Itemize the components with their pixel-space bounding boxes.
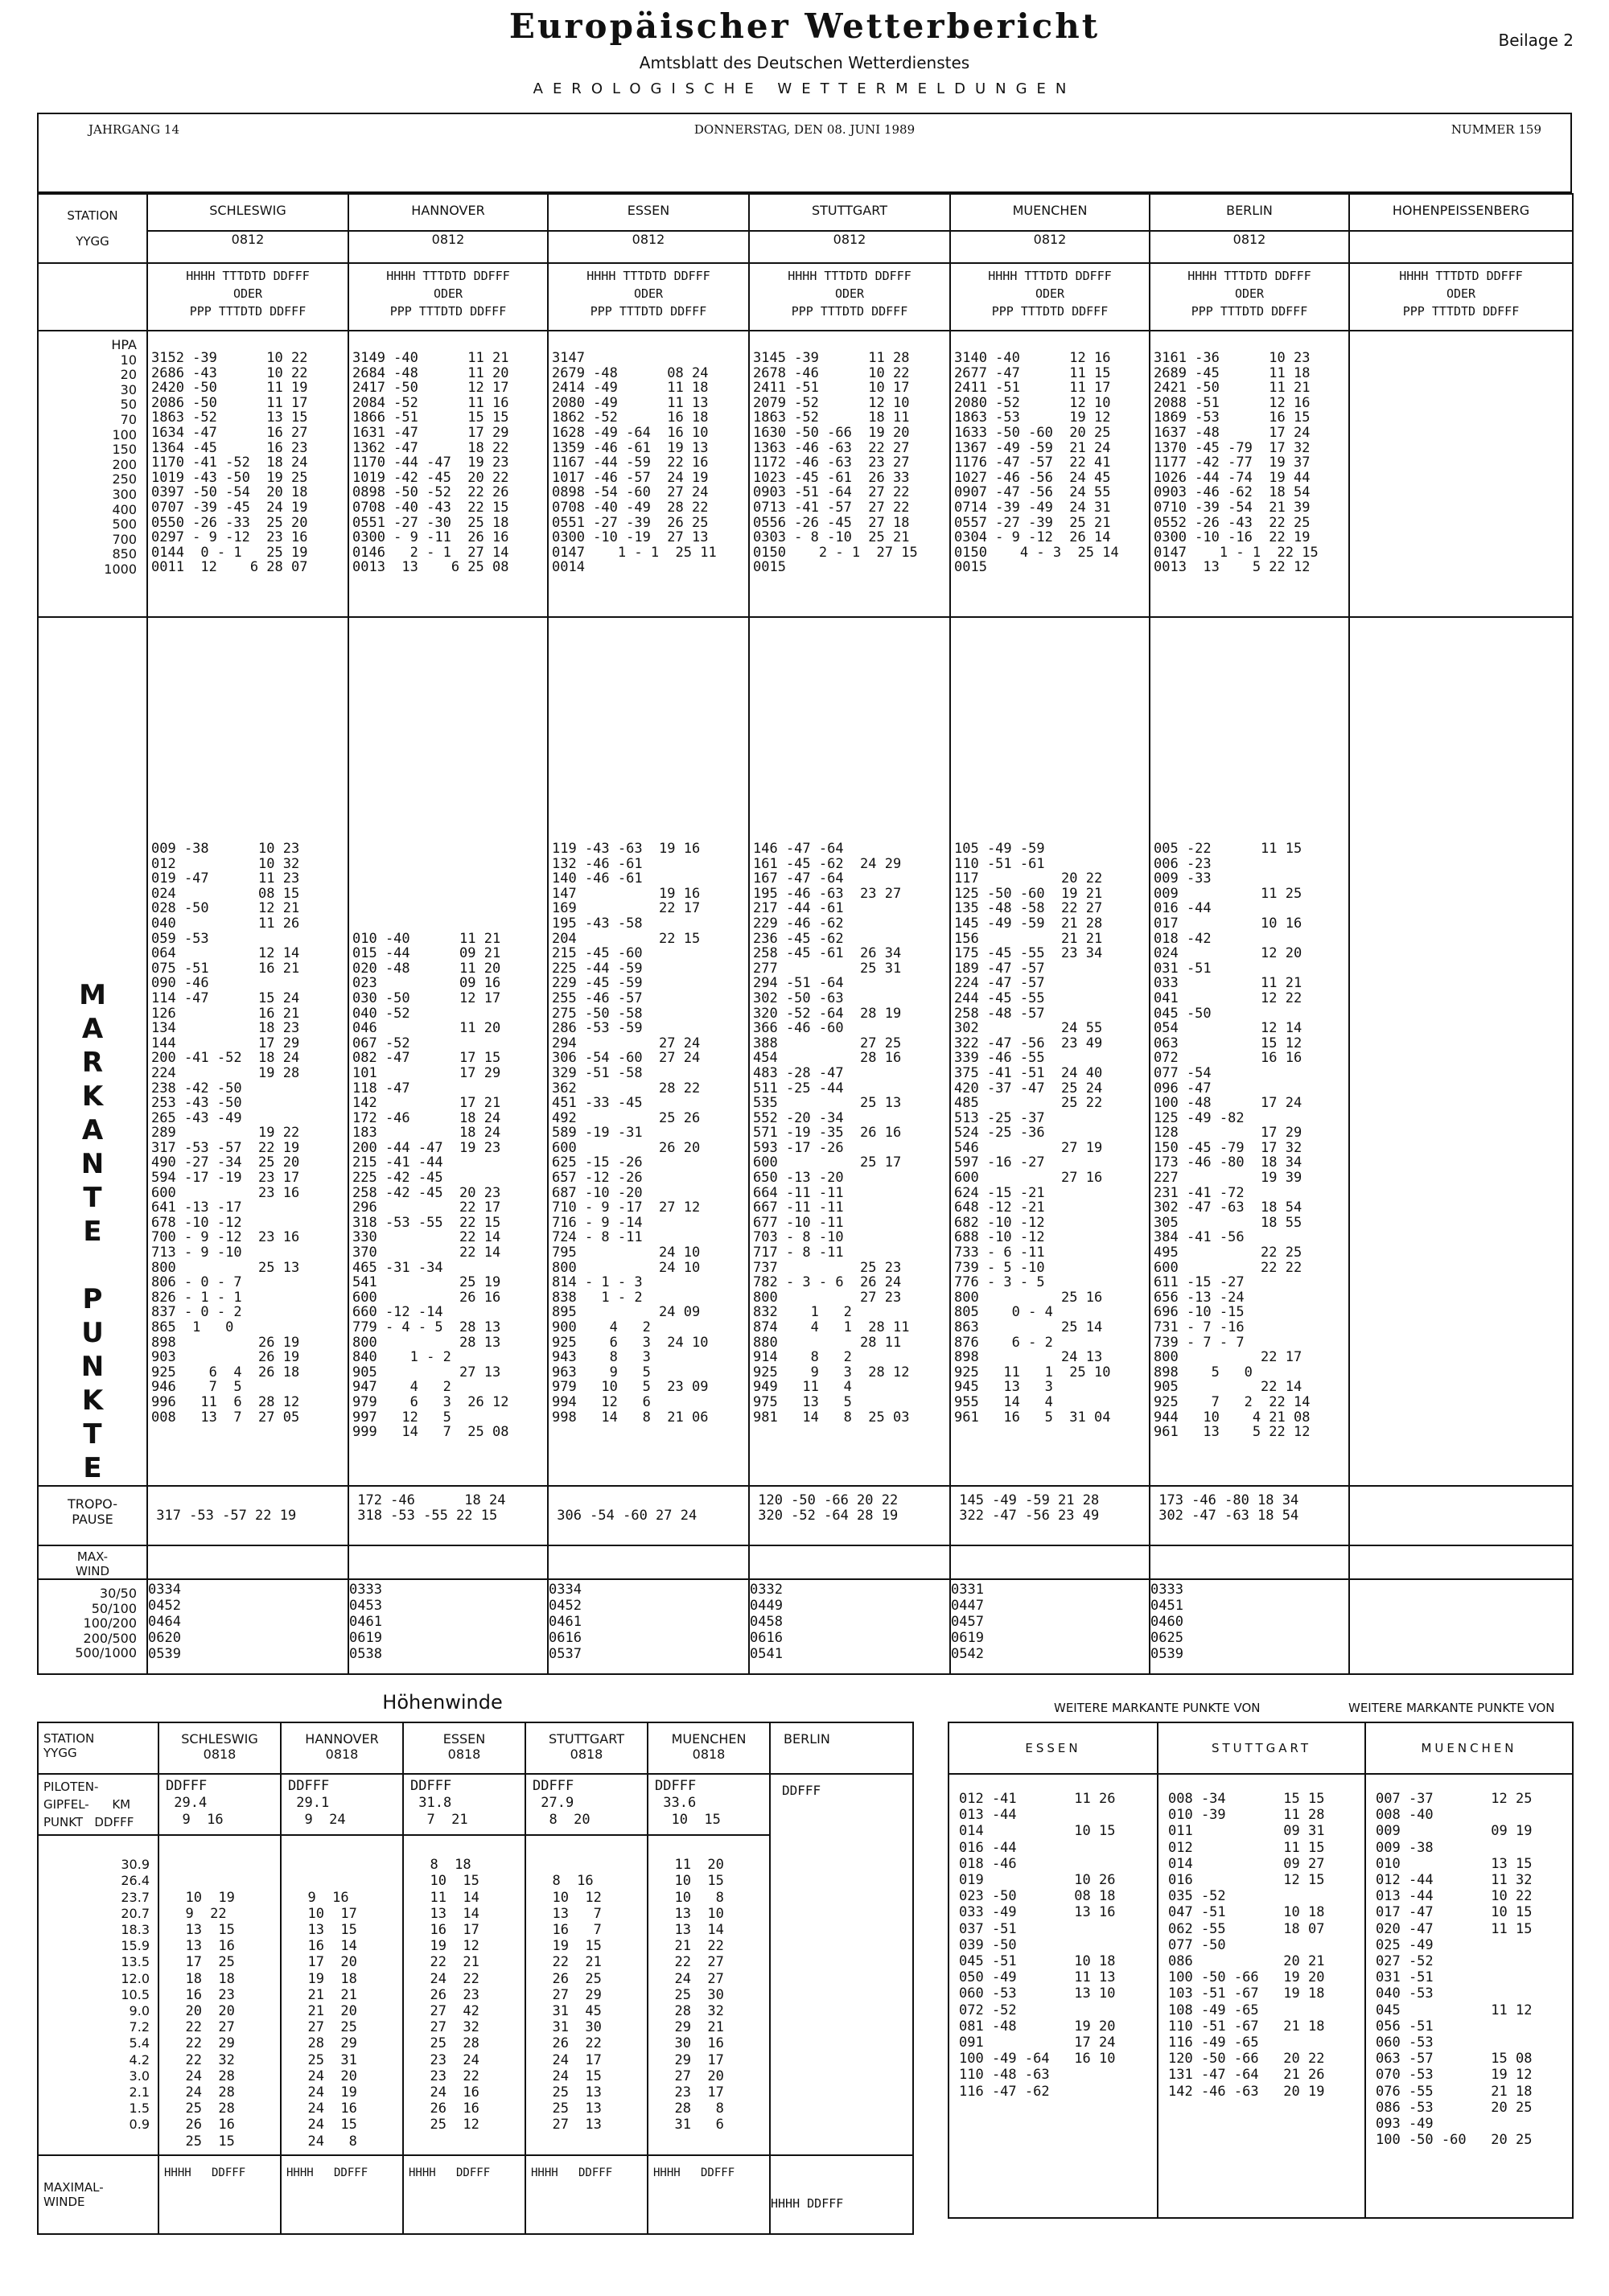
pilot-lines: DDFFF 27.9 8 20 [533,1778,591,1828]
hw-station-name: BERLIN [770,1722,913,1774]
wind-lines: 9 16 10 17 13 15 16 14 17 20 19 18 21 21 21 20 27 25 28 29 25 31 24 20 24 19 24 16 24 15 24 8 [307,1889,357,2150]
markante-letter: T [83,1418,102,1450]
blank-label-cell [38,263,147,331]
km-level: 26.4 [121,1873,150,1889]
wind-lines: 10 19 9 22 13 15 13 16 17 25 18 18 16 23 20 20 22 27 22 29 22 32 24 28 24 28 25 28 26 16 25 15 [185,1889,235,2150]
station-markante-data [147,617,348,1486]
weitere-markante-table [948,1722,1574,2219]
weitere-lines: 007 -37 12 25 008 -40 009 09 19 009 -38 010 13 15 012 -44 11 32 013 -44 10 22 017 -47 10 15 020 -47 11 15 025 -49 027 -52 031 -51 040 -53 045 11 12 056 -51 060 -53 063 -57 15 08 070 -53 19 12 076 -55 21 18 086 -53 20 25 093 -49 100 -50 -60 20 25 [1376,1791,1533,2149]
hw-max-data [525,2155,648,2234]
km-level: 18.3 [121,1922,150,1938]
col-header-line: ODER [233,286,263,301]
station-level-data [548,331,749,617]
col-header-line: HHHH TTTDTD DDFFF [386,269,510,283]
station-yygg: 0812 [147,231,348,263]
markante-lines: 146 -47 -64 161 -45 -62 24 29 167 -47 -64 195 -46 -63 23 27 217 -44 -61 229 -46 -62 236 -45 -62 258 -45 -61 26 34 277 25 31 294 -51 -64 302 -50 -63 320 -52 -64 28 19 366 -46 -60 388 27 25 454 28 16 483 -28 -47 511 -25 -44 535 25 13 552 -20 -34 571 -19 -35 26 16 593 -17 -26 600 25 17 650 -13 -20 664 -11 -11 667 -11 -11 677 -10 -11 703 - 8 -10 717 - 8 -11 737 25 23 782 - 3 - 6 26 24 800 27 23 832 1 2 874 4 1 28 11 880 28 11 914 8 2 925 9 3 28 12 949 11 4 975 13 5 981 14 8 25 03 [753,841,910,1426]
col-header-line: HHHH TTTDTD DDFFF [988,269,1112,283]
station-yygg: 0812 [950,231,1150,263]
volume-label: JAHRGANG 14 [88,122,179,137]
station-yygg: 0812 [348,231,548,263]
markante-letter: N [80,1148,105,1180]
markante-letter: E [83,1216,102,1248]
markante-letter: M [79,979,106,1011]
station-level-data [950,331,1150,617]
km-level: 30.9 [121,1857,150,1873]
level-lines: 3149 -40 11 21 2684 -48 11 20 2417 -50 12 17 2084 -52 11 16 1866 -51 15 15 1631 -47 17 29 1362 -47 18 22 1170 -44 -47 19 23 1019 -42 -45 20 22 0898 -50 -52 22 26 0708 -40 -43 22 15 0551 -27 -30 25 18 0300 - 9 -11 26 16 0146 2 - 1 27 14 0013 13 6 25 08 [352,351,509,575]
hw-wind-data [281,1835,403,2155]
col-header-line: ODER [834,286,865,301]
markante-lines: 010 -40 11 21 015 -44 09 21 020 -48 11 20 023 09 16 030 -50 12 17 040 -52 046 11 20 067 -52 082 -47 17 15 101 17 29 118 -47 142 17 21 172 -46 18 24 183 18 24 200 -44 -47 19 23 215 -41 -44 225 -42 -45 258 -42 -45 20 23 296 22 17 318 -53 -55 22 15 330 22 14 370 22 14 465 -31 -34 541 25 19 600 26 16 660 -12 -14 779 - 4 - 5 28 13 800 28 13 840 1 - 2 905 27 13 947 4 2 979 6 3 26 12 997 12 5 999 14 7 25 08 [352,930,509,1440]
station-markante-data [548,617,749,1486]
max-header: HHHH DDFFF [164,2166,246,2179]
col-header-line: PPP TTTDTD DDFFF [1402,304,1520,319]
markante-letter: P [82,1283,103,1315]
tropopause-label: TROPO- PAUSE [38,1486,147,1545]
station-markante-data [1349,617,1573,1486]
station-level-data [749,331,950,617]
col-header-line: HHHH TTTDTD DDFFF [186,269,310,283]
col-header-line: PPP TTTDTD DDFFF [590,304,707,319]
station-level-data [348,331,548,617]
station-tropopause [749,1486,950,1545]
column-header [348,263,548,331]
station-name: ESSEN [548,194,749,231]
hw-wind-data [525,1835,648,2155]
tropo-lines: 145 -49 -59 21 28 322 -47 -56 23 49 [959,1493,1100,1524]
maxwind-blank [749,1545,950,1579]
pilot-lines: DDFFF 29.1 9 24 [288,1778,346,1828]
hw-pilot-data [648,1774,770,1835]
station-name: STUTTGART [749,194,950,231]
km-level: 3.0 [129,2068,150,2084]
maxwind-blank [950,1545,1150,1579]
maxwind-lines: 0332 0449 0458 0616 0541 [750,1582,783,1662]
hw-station-name: ESSEN 0818 [403,1722,525,1774]
maxwind-lines: 0334 0452 0461 0616 0537 [549,1582,582,1662]
maxwind-level: 500/1000 [75,1645,137,1661]
issue-date: DONNERSTAG, DEN 08. JUNI 1989 [693,122,916,137]
hw-wind-data [403,1835,525,2155]
km-level: 12.0 [121,1970,150,1986]
col-header-line: PPP TTTDTD DDFFF [991,304,1109,319]
hpa-level: 250 [112,471,137,488]
tropo-lines: 120 -50 -66 20 22 320 -52 -64 28 19 [758,1493,899,1524]
report-subtitle: Amtsblatt des Deutschen Wetterdienstes [639,53,970,72]
tropo-lines: 317 -53 -57 22 19 [156,1507,297,1524]
station-yygg: 0812 [548,231,749,263]
km-level: 4.2 [129,2051,150,2068]
hw-station-name: MUENCHEN 0818 [648,1722,770,1774]
col-header-line: HHHH TTTDTD DDFFF [1187,269,1311,283]
column-header [548,263,749,331]
column-header [147,263,348,331]
maxwind-level: 50/100 [91,1600,137,1616]
column-header [1349,263,1573,331]
weitere-lines: 008 -34 15 15 010 -39 11 28 011 09 31 012 11 15 014 09 27 016 12 15 035 -52 047 -51 10 18 062 -55 18 07 077 -50 086 20 21 100 -50 -66 19 20 103 -51 -67 19 18 108 -49 -65 110 -51 -67 21 18 116 -49 -65 120 -50 -66 20 22 131 -47 -64 21 26 142 -46 -63 20 19 [1168,1791,1325,2100]
station-maxwind [749,1579,950,1674]
km-level: 9.0 [129,2003,150,2019]
hw-pilot-data [525,1774,648,1835]
markante-lines: 105 -49 -59 110 -51 -61 117 20 22 125 -50 -60 19 21 135 -48 -58 22 27 145 -49 -59 21 28 156 21 21 175 -45 -55 23 34 189 -47 -57 224 -47 -57 244 -45 -55 258 -48 -57 302 24 55 322 -47 -56 23 49 339 -46 -55 375 -41 -51 24 40 420 -37 -47 25 24 485 25 22 513 -25 -37 524 -25 -36 546 27 19 597 -16 -27 600 27 16 624 -15 -21 648 -12 -21 682 -10 -12 688 -10 -12 733 - 6 -11 739 - 5 -10 776 - 3 - 5 800 25 16 805 0 - 4 863 25 14 876 6 - 2 898 24 13 925 11 1 25 10 945 13 3 955 14 4 961 16 5 31 04 [954,841,1111,1426]
maxwind-lines: 0331 0447 0457 0619 0542 [951,1582,984,1662]
weitere-lines: 012 -41 11 26 013 -44 014 10 15 016 -44 018 -46 019 10 26 023 -50 08 18 033 -49 13 16 037 -51 039 -50 045 -51 10 18 050 -49 11 13 060 -53 13 10 072 -52 081 -48 19 20 091 17 24 100 -49 -64 16 10 110 -48 -63 116 -47 -62 [959,1791,1116,2100]
hw-max-data [403,2155,525,2234]
issue-number: NUMMER 159 [1451,122,1541,137]
station-markante-data [950,617,1150,1486]
station-tropopause [348,1486,548,1545]
km-level: 23.7 [121,1889,150,1905]
max-header: HHHH DDFFF [653,2166,735,2179]
col-header-line: ODER [1446,286,1476,301]
km-level: 5.4 [129,2035,150,2051]
aerological-table [37,193,1574,1675]
col-header-line: HHHH TTTDTD DDFFF [1399,269,1523,283]
maxwind-level: 100/200 [83,1615,137,1631]
markante-letter: A [81,1013,104,1045]
max-header: HHHH DDFFF [531,2166,613,2179]
station-name: HOHENPEISSENBERG [1349,194,1573,231]
station-maxwind [348,1579,548,1674]
col-header-line: ODER [1035,286,1065,301]
hw-max-data [281,2155,403,2234]
hpa-level: 100 [112,426,137,442]
weitere-station-name: ESSEN [949,1722,1158,1774]
station-markante-data [348,617,548,1486]
pilot-lines: DDFFF 33.6 10 15 [655,1778,721,1828]
column-header [749,263,950,331]
col-header-line: HHHH TTTDTD DDFFF [586,269,710,283]
col-header-line: ODER [1234,286,1265,301]
station-markante-data [749,617,950,1486]
weitere-label-2: WEITERE MARKANTE PUNKTE VON [1348,1701,1555,1715]
markante-punkte-label [38,617,147,1486]
station-tropopause [548,1486,749,1545]
station-tropopause [147,1486,348,1545]
km-level: 2.1 [129,2084,150,2101]
piloten-label: PILOTEN- GIPFEL- KM PUNKT DDFFF [38,1774,158,1835]
hpa-level: 50 [120,397,137,413]
berlin-max-header: HHHH DDFFF [770,2155,913,2234]
markante-letter: R [81,1047,104,1079]
markante-letter: K [81,1385,104,1417]
berlin-pilot-data: DDFFF [770,1774,913,2155]
hpa-level: 300 [112,486,137,502]
hpa-level: 850 [112,546,137,562]
weitere-station-data [1158,1774,1365,2218]
station-tropopause [1150,1486,1349,1545]
hpa-level: 500 [112,516,137,533]
wind-lines: 8 16 10 12 13 7 16 7 19 15 22 21 26 25 27 29 31 45 31 30 26 22 24 17 24 15 25 13 25 13 27 13 [552,1873,602,2133]
tropo-lines: 173 -46 -80 18 34 302 -47 -63 18 54 [1158,1493,1299,1524]
wind-lines: 11 20 10 15 10 8 13 10 13 14 21 22 22 27 24 27 25 30 28 32 29 21 30 16 29 17 27 20 23 17 28 8 31 6 [674,1857,724,2133]
markante-letter: K [81,1080,104,1113]
km-spacer [39,1841,150,1857]
station-yygg [1349,231,1573,263]
hw-pilot-data [158,1774,281,1835]
level-lines: 3161 -36 10 23 2689 -45 11 18 2421 -50 11 21 2088 -51 12 16 1869 -53 16 15 1637 -48 17 24 1370 -45 -79 17 32 1177 -42 -77 19 37 1026 -44 -74 19 44 0903 -46 -62 18 54 0710 -39 -54 21 39 0552 -26 -43 22 25 0300 -10 -16 22 19 0147 1 - 1 22 15 0013 13 5 22 12 [1154,351,1319,575]
level-lines: 3140 -40 12 16 2677 -47 11 15 2411 -51 11 17 2080 -52 12 10 1863 -53 19 12 1633 -50 -60 20 25 1367 -49 -59 21 24 1176 -47 -57 22 41 1027 -46 -56 24 45 0907 -47 -56 24 55 0714 -39 -49 24 31 0557 -27 -39 25 21 0304 - 9 -12 26 14 0150 4 - 3 25 14 0015 [954,351,1119,575]
hw-station-label: STATION YYGG [38,1722,158,1774]
hw-wind-data [648,1835,770,2155]
pilot-lines: DDFFF 29.4 9 16 [166,1778,224,1828]
weitere-station-data [949,1774,1158,2218]
station-level-data [1349,331,1573,617]
maxwind-lines [1350,1580,1572,1646]
maxwind-blank [1150,1545,1349,1579]
hw-wind-data [158,1835,281,2155]
station-name: HANNOVER [348,194,548,231]
hw-max-data [648,2155,770,2234]
hpa-levels [38,331,147,617]
tropo-lines: 306 -54 -60 27 24 [557,1507,698,1524]
km-level: 7.2 [129,2019,150,2035]
maxwind-lines: 0333 0451 0460 0625 0539 [1150,1582,1183,1662]
hpa-level: 1000 [104,561,137,577]
col-header-line: PPP TTTDTD DDFFF [791,304,908,319]
max-header: HHHH DDFFF [286,2166,368,2179]
station-tropopause [950,1486,1150,1545]
markante-lines: 009 -38 10 23 012 10 32 019 -47 11 23 024 08 15 028 -50 12 21 040 11 26 059 -53 064 12 14 075 -51 16 21 090 -46 114 -47 15 24 126 16 21 134 18 23 144 17 29 200 -41 -52 18 24 224 19 28 238 -42 -50 253 -43 -50 265 -43 -49 289 19 22 317 -53 -57 22 19 490 -27 -34 25 20 594 -17 -19 23 17 600 23 16 641 -13 -17 678 -10 -12 700 - 9 -12 23 16 713 - 9 -10 800 25 13 806 - 0 - 7 826 - 1 - 1 837 - 0 - 2 865 1 0 898 26 19 903 26 19 925 6 4 26 18 946 7 5 996 11 6 28 12 008 13 7 27 05 [151,841,300,1426]
maxwind-label: MAX- WIND [38,1545,147,1579]
tropo-lines: 172 -46 18 24 318 -53 -55 22 15 [357,1493,506,1524]
station-maxwind [950,1579,1150,1674]
column-header [950,263,1150,331]
markante-letter: U [81,1317,104,1349]
pilot-lines: DDFFF 31.8 7 21 [410,1778,468,1828]
station-maxwind [548,1579,749,1674]
col-header-line: PPP TTTDTD DDFFF [189,304,307,319]
station-name: MUENCHEN [950,194,1150,231]
weitere-label-1: WEITERE MARKANTE PUNKTE VON [1054,1701,1261,1715]
markante-lines: 119 -43 -63 19 16 132 -46 -61 140 -46 -61 147 19 16 169 22 17 195 -43 -58 204 22 15 215 -45 -60 225 -44 -59 229 -45 -59 255 -46 -57 275 -50 -58 286 -53 -59 294 27 24 306 -54 -60 27 24 329 -51 -58 362 28 22 451 -33 -45 492 25 26 589 -19 -31 600 26 20 625 -15 -26 657 -12 -26 687 -10 -20 710 - 9 -17 27 12 716 - 9 -14 724 - 8 -11 795 24 10 800 24 10 814 - 1 - 3 838 1 - 2 895 24 09 900 4 2 925 6 3 24 10 943 8 3 963 9 5 979 10 5 23 09 994 12 6 998 14 8 21 06 [552,841,709,1426]
hw-pilot-data [281,1774,403,1835]
km-level: 1.5 [129,2101,150,2117]
report-title: Europäischer Wetterbericht [508,6,1101,46]
station-name: BERLIN [1150,194,1349,231]
markante-letter: N [80,1351,105,1383]
hpa-level: 400 [112,501,137,517]
supplement-label: Beilage 2 [1498,31,1574,50]
markante-lines: 005 -22 11 15 006 -23 009 -33 009 11 25 016 -44 017 10 16 018 -42 024 12 20 031 -51 033 11 21 041 12 22 045 -50 054 12 14 063 15 12 072 16 16 077 -54 096 -47 100 -48 17 24 125 -49 -82 128 17 29 150 -45 -79 17 32 173 -46 -80 18 34 227 19 39 231 -41 -72 302 -47 -63 18 54 305 18 55 384 -41 -56 495 22 25 600 22 22 611 -15 -27 656 -13 -24 696 -10 -15 731 - 7 -16 739 - 7 - 7 800 22 17 898 5 0 905 22 14 925 7 2 22 14 944 10 4 21 08 961 13 5 22 12 [1154,841,1311,1440]
weitere-station-name: STUTTGART [1158,1722,1365,1774]
hpa-level: 10 [120,352,137,368]
markante-letter [39,1249,146,1282]
km-level: 15.9 [121,1938,150,1954]
station-yygg: 0812 [749,231,950,263]
maxwind-blank [348,1545,548,1579]
station-maxwind [1349,1579,1573,1674]
markante-letter: A [81,1114,104,1146]
station-level-data [147,331,348,617]
maxwind-level: 200/500 [83,1630,137,1646]
hoehenwinde-title: Höhenwinde [382,1691,503,1714]
max-header: HHHH DDFFF [409,2166,491,2179]
hw-station-name: HANNOVER 0818 [281,1722,403,1774]
markante-letter: E [83,1452,102,1484]
maxwind-levels [38,1579,147,1674]
maximal-winde-label: MAXIMAL- WINDE [38,2155,158,2234]
station-yygg: 0812 [1150,231,1349,263]
level-lines: 3145 -39 11 28 2678 -46 10 22 2411 -51 10 17 2079 -52 12 10 1863 -52 18 11 1630 -50 -66 19 20 1363 -46 -63 22 27 1172 -46 -63 23 27 1023 -45 -61 26 33 0903 -51 -64 27 22 0713 -41 -57 27 22 0556 -26 -45 27 18 0303 - 8 -10 25 21 0150 2 - 1 27 15 0015 [753,351,918,575]
hpa-level: 70 [120,411,137,427]
maxwind-blank [147,1545,348,1579]
column-header [1150,263,1349,331]
hpa-level: 200 [112,456,137,472]
hw-pilot-data [403,1774,525,1835]
hw-station-name: STUTTGART 0818 [525,1722,648,1774]
col-header-line: ODER [633,286,664,301]
hpa-level: 150 [112,442,137,458]
station-markante-data [1150,617,1349,1486]
hw-station-name: SCHLESWIG 0818 [158,1722,281,1774]
hpa-level: 700 [112,531,137,547]
level-lines: 3147 2679 -48 08 24 2414 -49 11 18 2080 -49 11 13 1862 -52 16 18 1628 -49 -64 16 10 1359 -46 -61 19 13 1167 -44 -59 22 16 1017 -46 -57 24 19 0898 -54 -60 27 24 0708 -40 -49 28 22 0551 -27 -39 26 25 0300 -10 -19 27 13 0147 1 - 1 25 11 0014 [552,351,717,575]
col-header-line: PPP TTTDTD DDFFF [1191,304,1308,319]
tropo-lines [1350,1493,1572,1523]
weitere-station-name: MUENCHEN [1365,1722,1573,1774]
hw-max-data [158,2155,281,2234]
maxwind-lines: 0333 0453 0461 0619 0538 [349,1582,382,1662]
station-tropopause [1349,1486,1573,1545]
weitere-station-data [1365,1774,1573,2218]
station-yygg-label: STATION YYGG [38,194,147,263]
maxwind-blank [548,1545,749,1579]
col-header-line: PPP TTTDTD DDFFF [389,304,507,319]
maxwind-blank [1349,1545,1573,1579]
markante-letter: T [83,1182,102,1214]
km-level: 13.5 [121,1954,150,1970]
km-level: 20.7 [121,1905,150,1921]
wind-lines: 8 18 10 15 11 14 13 14 16 17 19 12 22 21 24 22 26 23 27 42 27 32 25 28 23 24 23 22 24 16 26 16 25 12 [430,1857,479,2133]
hpa-level: 30 [120,381,137,397]
km-levels [38,1835,158,2155]
col-header-line: HHHH TTTDTD DDFFF [788,269,911,283]
km-level: 10.5 [121,1986,150,2002]
section-title: AEROLOGISCHE WETTERMELDUNGEN [533,80,1076,97]
maxwind-level: 30/50 [99,1586,137,1601]
hpa-label: HPA [111,337,137,352]
hoehenwinde-table [37,1722,914,2235]
station-maxwind [1150,1579,1349,1674]
km-level: 0.9 [129,2117,150,2133]
station-maxwind [147,1579,348,1674]
col-header-line: ODER [433,286,463,301]
station-name: SCHLESWIG [147,194,348,231]
hpa-level: 20 [120,367,137,383]
maxwind-lines: 0334 0452 0464 0620 0539 [148,1582,181,1662]
level-lines: 3152 -39 10 22 2686 -43 10 22 2420 -50 11 19 2086 -50 11 17 1863 -52 13 15 1634 -47 16 27 1364 -45 16 23 1170 -41 -52 18 24 1019 -43 -50 19 25 0397 -50 -54 20 18 0707 -39 -45 24 19 0550 -26 -33 25 20 0297 - 9 -12 23 16 0144 0 - 1 25 19 0011 12 6 28 07 [151,351,308,575]
station-level-data [1150,331,1349,617]
